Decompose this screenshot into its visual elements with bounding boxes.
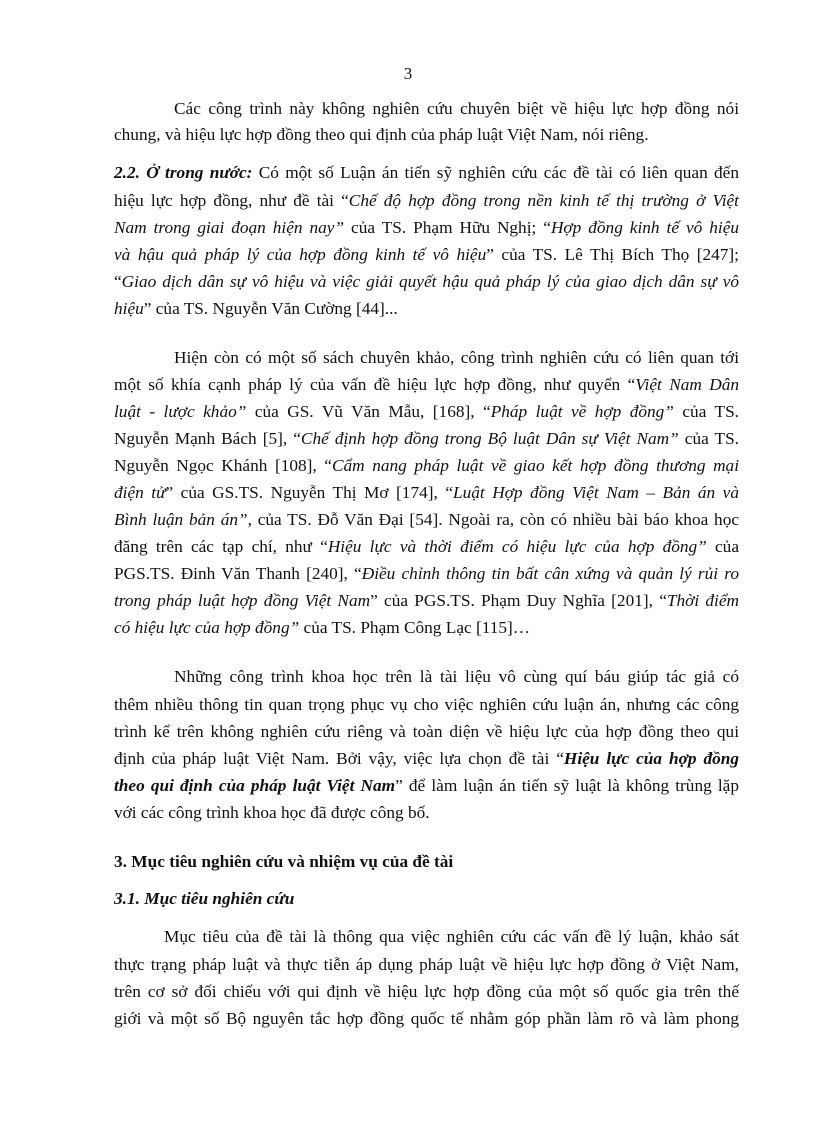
section-heading-3: 3. Mục tiêu nghiên cứu và nhiệm vụ của đề tài bbox=[114, 852, 454, 871]
text-line: Những công trình khoa học trên là tài liệu vô cùng quí báu giúp tác giả có bbox=[174, 667, 739, 686]
text-line: chung, và hiệu lực hợp đồng theo qui định của pháp luật Việt Nam, nói riêng. bbox=[114, 125, 649, 144]
text-line: “Giao dịch dân sự vô hiệu và việc giải quyết hậu quả pháp lý của giao dịch dân sự vô bbox=[114, 272, 739, 291]
text-line: Hiện còn có một số sách chuyên khảo, công trình nghiên cứu có liên quan tới bbox=[174, 348, 739, 367]
text-line: thực trạng pháp luật và thực tiễn áp dụng pháp luật về hiệu lực hợp đồng ở Việt Nam, bbox=[114, 955, 739, 974]
text-line: PGS.TS. Đinh Văn Thanh [240], “Điều chỉnh thông tin bất cân xứng và quản lý rủi ro bbox=[114, 564, 739, 583]
text-line: hiệu” của TS. Nguyễn Văn Cường [44]... bbox=[114, 299, 398, 318]
text-line: Bình luận bản án”, của TS. Đỗ Văn Đại [54]. Ngoài ra, còn có nhiều bài báo khoa học bbox=[114, 510, 740, 529]
text-line: luật - lược khảo” của GS. Vũ Văn Mẫu, [168], “Pháp luật về hợp đồng” của TS. bbox=[114, 402, 739, 421]
text-line: trên cơ sở đối chiếu với qui định về hiệu lực hợp đồng của một số quốc gia trên thế bbox=[114, 982, 739, 1001]
text-line: trình kể trên không nghiên cứu riêng và toàn diện về hiệu lực của hợp đồng theo qui bbox=[114, 722, 739, 741]
text-line: hiệu lực hợp đồng, như đề tài “Chế độ hợp đồng trong nền kinh tế thị trường ở Việt bbox=[114, 191, 739, 210]
text-line: giới và một số Bộ nguyên tắc hợp đồng quốc tế nhằm góp phần làm rõ và làm phong bbox=[114, 1009, 739, 1028]
text-line: với các công trình khoa học đã được công bố. bbox=[114, 803, 430, 822]
text-line: có hiệu lực của hợp đồng” của TS. Phạm Công Lạc [115]… bbox=[114, 618, 531, 637]
text-line: và hậu quả pháp lý của hợp đồng kinh tế vô hiệu” của TS. Lê Thị Bích Thọ [247]; bbox=[114, 245, 739, 264]
text-line: một số khía cạnh pháp lý của vấn đề hiệu lực hợp đồng, như quyển “Việt Nam Dân bbox=[114, 375, 739, 394]
text-line: đăng trên các tạp chí, như “Hiệu lực và thời điểm có hiệu lực của hợp đồng” của bbox=[114, 537, 739, 556]
text-line: trong pháp luật hợp đồng Việt Nam” của PGS.TS. Phạm Duy Nghĩa [201], “Thời điểm bbox=[114, 591, 740, 610]
text-line: định của pháp luật Việt Nam. Bởi vậy, việc lựa chọn đề tài “Hiệu lực của hợp đồng bbox=[114, 749, 739, 768]
text-line: thêm nhiều thông tin quan trọng phục vụ cho việc nghiên cứu luận án, nhưng các công bbox=[114, 695, 739, 714]
text-line: Nguyễn Mạnh Bách [5], “Chế định hợp đồng trong Bộ luật Dân sự Việt Nam” của TS. bbox=[114, 429, 740, 448]
text-line: Nam trong giai đoạn hiện nay” của TS. Phạm Hữu Nghị; “Hợp đồng kinh tế vô hiệu bbox=[114, 218, 740, 237]
text-line: 2.2. Ở trong nước: Có một số Luận án tiến sỹ nghiên cứu các đề tài có liên quan đến bbox=[114, 163, 739, 182]
text-line: Các công trình này không nghiên cứu chuyên biệt về hiệu lực hợp đồng nói bbox=[174, 99, 739, 118]
text-line: Nguyễn Ngọc Khánh [108], “Cẩm nang pháp luật về giao kết hợp đồng thương mại bbox=[114, 456, 739, 475]
text-line: Mục tiêu của đề tài là thông qua việc nghiên cứu các vấn đề lý luận, khảo sát bbox=[164, 927, 739, 946]
text-line: điện tử” của GS.TS. Nguyễn Thị Mơ [174], “Luật Hợp đồng Việt Nam – Bản án và bbox=[114, 483, 739, 502]
section-heading-2-2: 2.2. Ở trong nước: bbox=[114, 163, 253, 182]
section-heading-3-1: 3.1. Mục tiêu nghiên cứu bbox=[114, 889, 295, 908]
page-number: 3 bbox=[403, 64, 413, 83]
text-line: theo qui định của pháp luật Việt Nam” để làm luận án tiến sỹ luật là không trùng lặp bbox=[114, 776, 739, 795]
